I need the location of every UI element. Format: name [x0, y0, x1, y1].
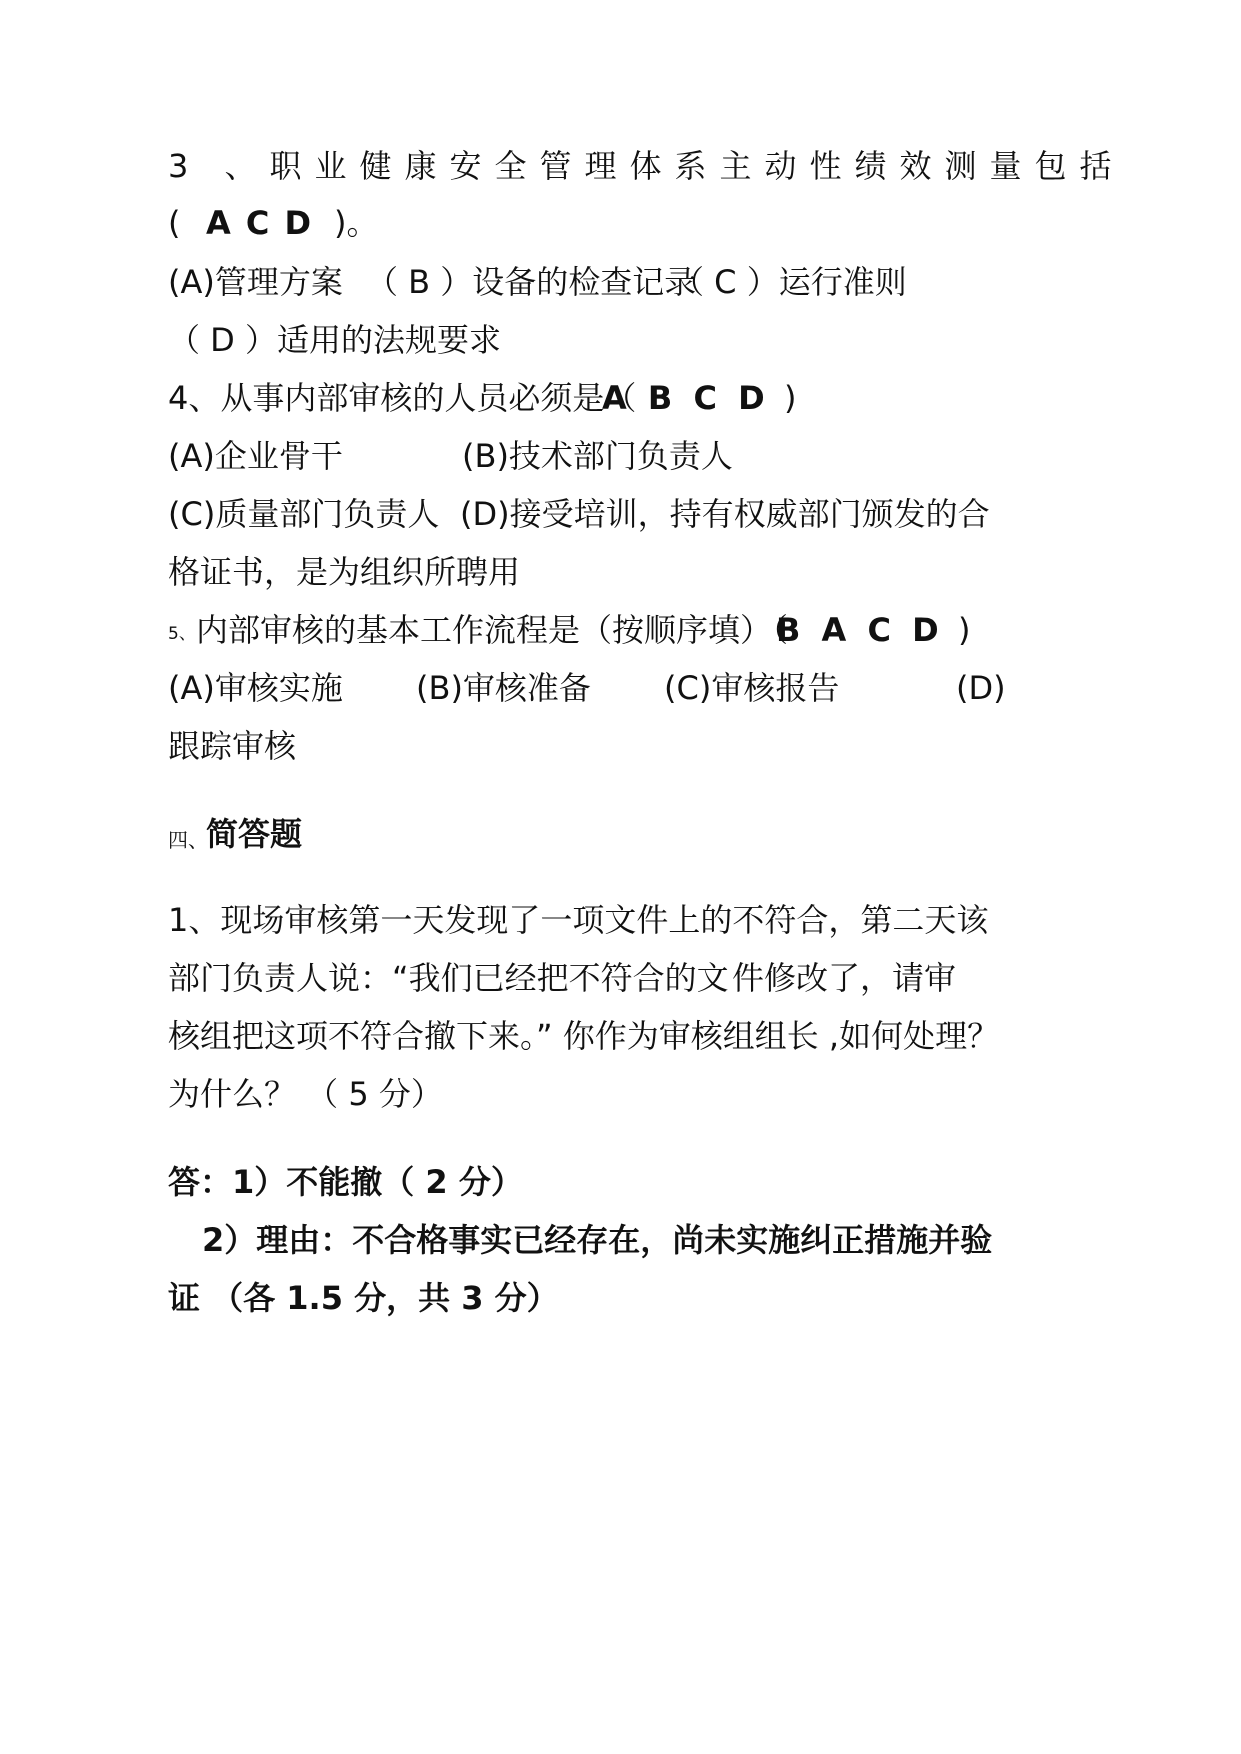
q4-option-b: (B)技术部门负责人	[462, 437, 733, 475]
sq1-line-1: 1、现场审核第一天发现了一项文件上的不符合，第二天该	[168, 901, 989, 939]
q4-bracket-close: )	[784, 379, 797, 417]
q5-number: 5、	[168, 624, 196, 644]
answer-line-3: 证 （各 1.5 分，共 3 分）	[168, 1279, 559, 1317]
sq1-line-3: 核组把这项不符合撤下来。” 你作为审核组组长 ,如何处理？	[168, 1017, 1000, 1055]
section-number: 四、	[168, 828, 208, 852]
q4-stem: 4、从事内部审核的人员必须是（	[168, 379, 637, 417]
q5-stem: 内部审核的基本工作流程是（按顺序填）（	[196, 611, 789, 649]
q5-bracket-close: )	[958, 611, 971, 649]
q4-option-d-cont: 格证书，是为组织所聘用	[168, 553, 521, 591]
section-title: 简答题	[206, 815, 303, 853]
q3-option-d: （ D ）适用的法规要求	[168, 321, 501, 359]
q5-answer: B A C D	[776, 611, 944, 649]
q3-option-a: (A)管理方案	[168, 263, 343, 301]
q5-option-d-cont: 跟踪审核	[168, 727, 297, 765]
q4-answer: A B C D	[602, 379, 770, 417]
q5-option-b: (B)审核准备	[416, 669, 591, 707]
q4-option-c: (C)质量部门负责人	[168, 495, 440, 533]
q4-option-a: (A)企业骨干	[168, 437, 343, 475]
answer-line-1: 答：1）不能撤（ 2 分）	[168, 1163, 523, 1201]
q3-option-c: （ C ）运行准则	[672, 263, 907, 301]
sq1-line-2b: 件修改了，请审	[732, 959, 957, 997]
q5-option-c: (C)审核报告	[664, 669, 840, 707]
q3-option-b: （ B ）设备的检查记录	[366, 263, 697, 301]
sq1-line-4: 为什么？ （ 5 分）	[168, 1075, 443, 1113]
sq1-line-2a: 部门负责人说：“我们已经把不符合的文	[168, 959, 729, 997]
q5-option-a: (A)审核实施	[168, 669, 343, 707]
answer-line-2: 2）理由：不合格事实已经存在，尚未实施纠正措施并验	[202, 1221, 993, 1259]
q3-bracket-open: (	[168, 204, 181, 242]
q3-bracket-close: )。	[334, 204, 379, 242]
q4-option-d: (D)接受培训，持有权威部门颁发的合	[460, 495, 990, 533]
q3-answer: A C D	[206, 204, 314, 242]
q5-option-d: (D)	[956, 669, 1006, 707]
q3-stem: 3 、职业健康安全管理体系主动性绩效测量包括	[168, 147, 1125, 185]
